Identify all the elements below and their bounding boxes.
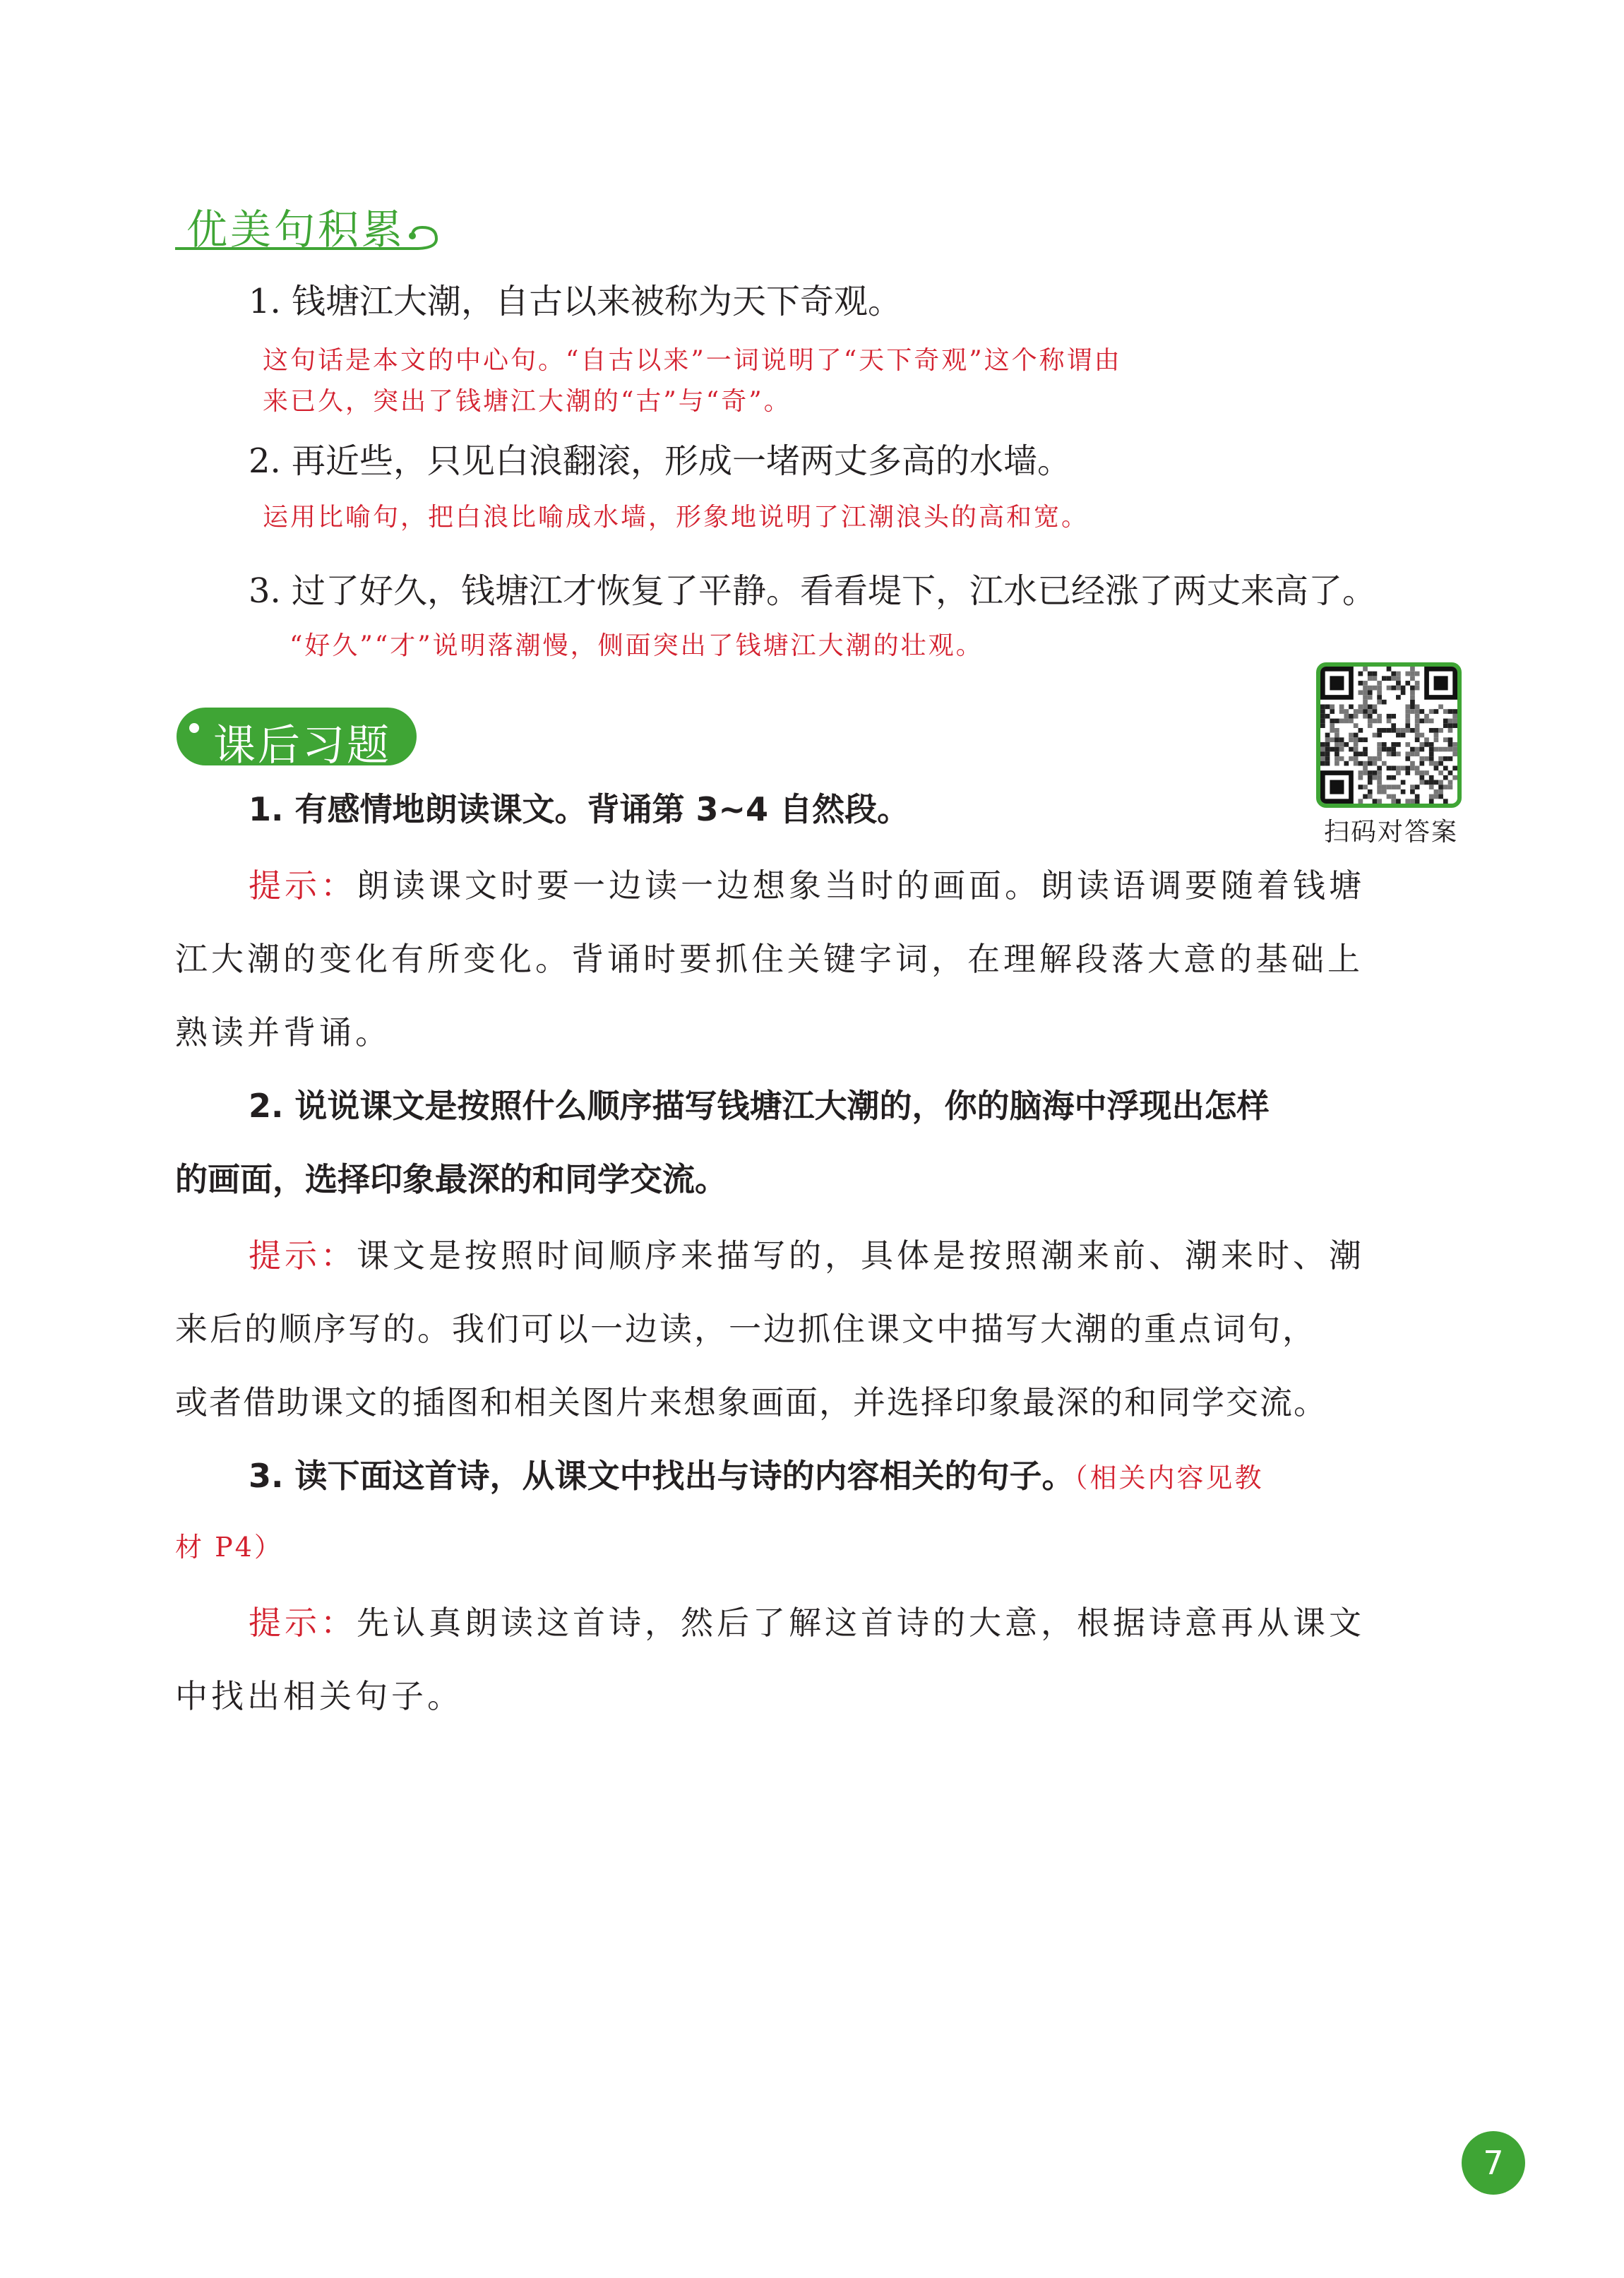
section-heading-exercises <box>177 708 417 770</box>
sentence-1-note-line-2: 来已久，突出了钱塘江大潮的“古”与“奇”。 <box>263 387 792 416</box>
sentence-3-note: “好久”“才”说明落潮慢，侧面突出了钱塘江大潮的壮观。 <box>289 631 984 660</box>
sentence-2: 2. 再近些，只见白浪翻滚，形成一堵两丈多高的水墙。 <box>249 441 1072 481</box>
bullet-dot-icon <box>189 723 199 733</box>
q1-hint-line-3: 熟读并背诵。 <box>175 1013 391 1051</box>
section-heading-accumulation <box>175 189 443 253</box>
hint-label: 提示： <box>249 1604 357 1642</box>
sentence-3: 3. 过了好久，钱塘江才恢复了平静。看看堤下，江水已经涨了两丈来高了。 <box>249 571 1377 611</box>
hint-label: 提示： <box>249 1236 357 1275</box>
hint-text: 朗读课文时要一边读一边想象当时的画面。朗读语调要随着钱塘 <box>357 866 1365 905</box>
q3-hint-line-2: 中找出相关句子。 <box>175 1677 463 1715</box>
q3-hint-line-1 <box>249 1597 1365 1644</box>
q1-hint-line-1 <box>249 860 1365 907</box>
question-3 <box>249 1450 1264 1497</box>
qr-code-pattern <box>1320 667 1457 804</box>
hint-label: 提示： <box>249 866 357 905</box>
question-2-line-2: 的画面，选择印象最深的和同学交流。 <box>175 1160 727 1198</box>
q2-hint-line-3: 或者借助课文的插图和相关图片来想象画面，并选择印象最深的和同学交流。 <box>175 1383 1327 1421</box>
q1-hint-line-2: 江大潮的变化有所变化。背诵时要抓住关键字词，在理解段落大意的基础上 <box>175 940 1363 978</box>
sentence-1: 1. 钱塘江大潮，自古以来被称为天下奇观。 <box>249 282 902 321</box>
qr-caption: 扫码对答案 <box>1323 818 1458 847</box>
page-number: 7 <box>1462 2131 1525 2195</box>
question-3-reference: （相关内容见教 <box>1074 1462 1264 1493</box>
sentence-2-note: 运用比喻句，把白浪比喻成水墙，形象地说明了江潮浪头的高和宽。 <box>263 503 1089 532</box>
question-1: 1. 有感情地朗读课文。背诵第 3~4 自然段。 <box>249 790 910 828</box>
hint-text: 先认真朗读这首诗，然后了解这首诗的大意，根据诗意再从课文 <box>357 1604 1365 1642</box>
section-title: 课后习题 <box>213 721 391 770</box>
q2-hint-line-1 <box>249 1230 1365 1277</box>
hint-text: 课文是按照时间顺序来描写的，具体是按照潮来前、潮来时、潮 <box>357 1236 1365 1275</box>
q2-hint-line-2: 来后的顺序写的。我们可以一边读，一边抓住课文中描写大潮的重点词句， <box>175 1310 1317 1348</box>
section-title: 优美句积累 <box>186 205 406 254</box>
question-2-line-1: 2. 说说课文是按照什么顺序描写钱塘江大潮的，你的脑海中浮现出怎样 <box>249 1087 1270 1125</box>
question-3-reference-cont: 材 P4） <box>175 1532 283 1563</box>
question-3-text: 3. 读下面这首诗，从课文中找出与诗的内容相关的句子。 <box>249 1457 1075 1495</box>
sentence-1-note-line-1: 这句话是本文的中心句。“自古以来”一词说明了“天下奇观”这个称谓由 <box>263 346 1122 375</box>
qr-code-icon[interactable] <box>1316 662 1462 808</box>
